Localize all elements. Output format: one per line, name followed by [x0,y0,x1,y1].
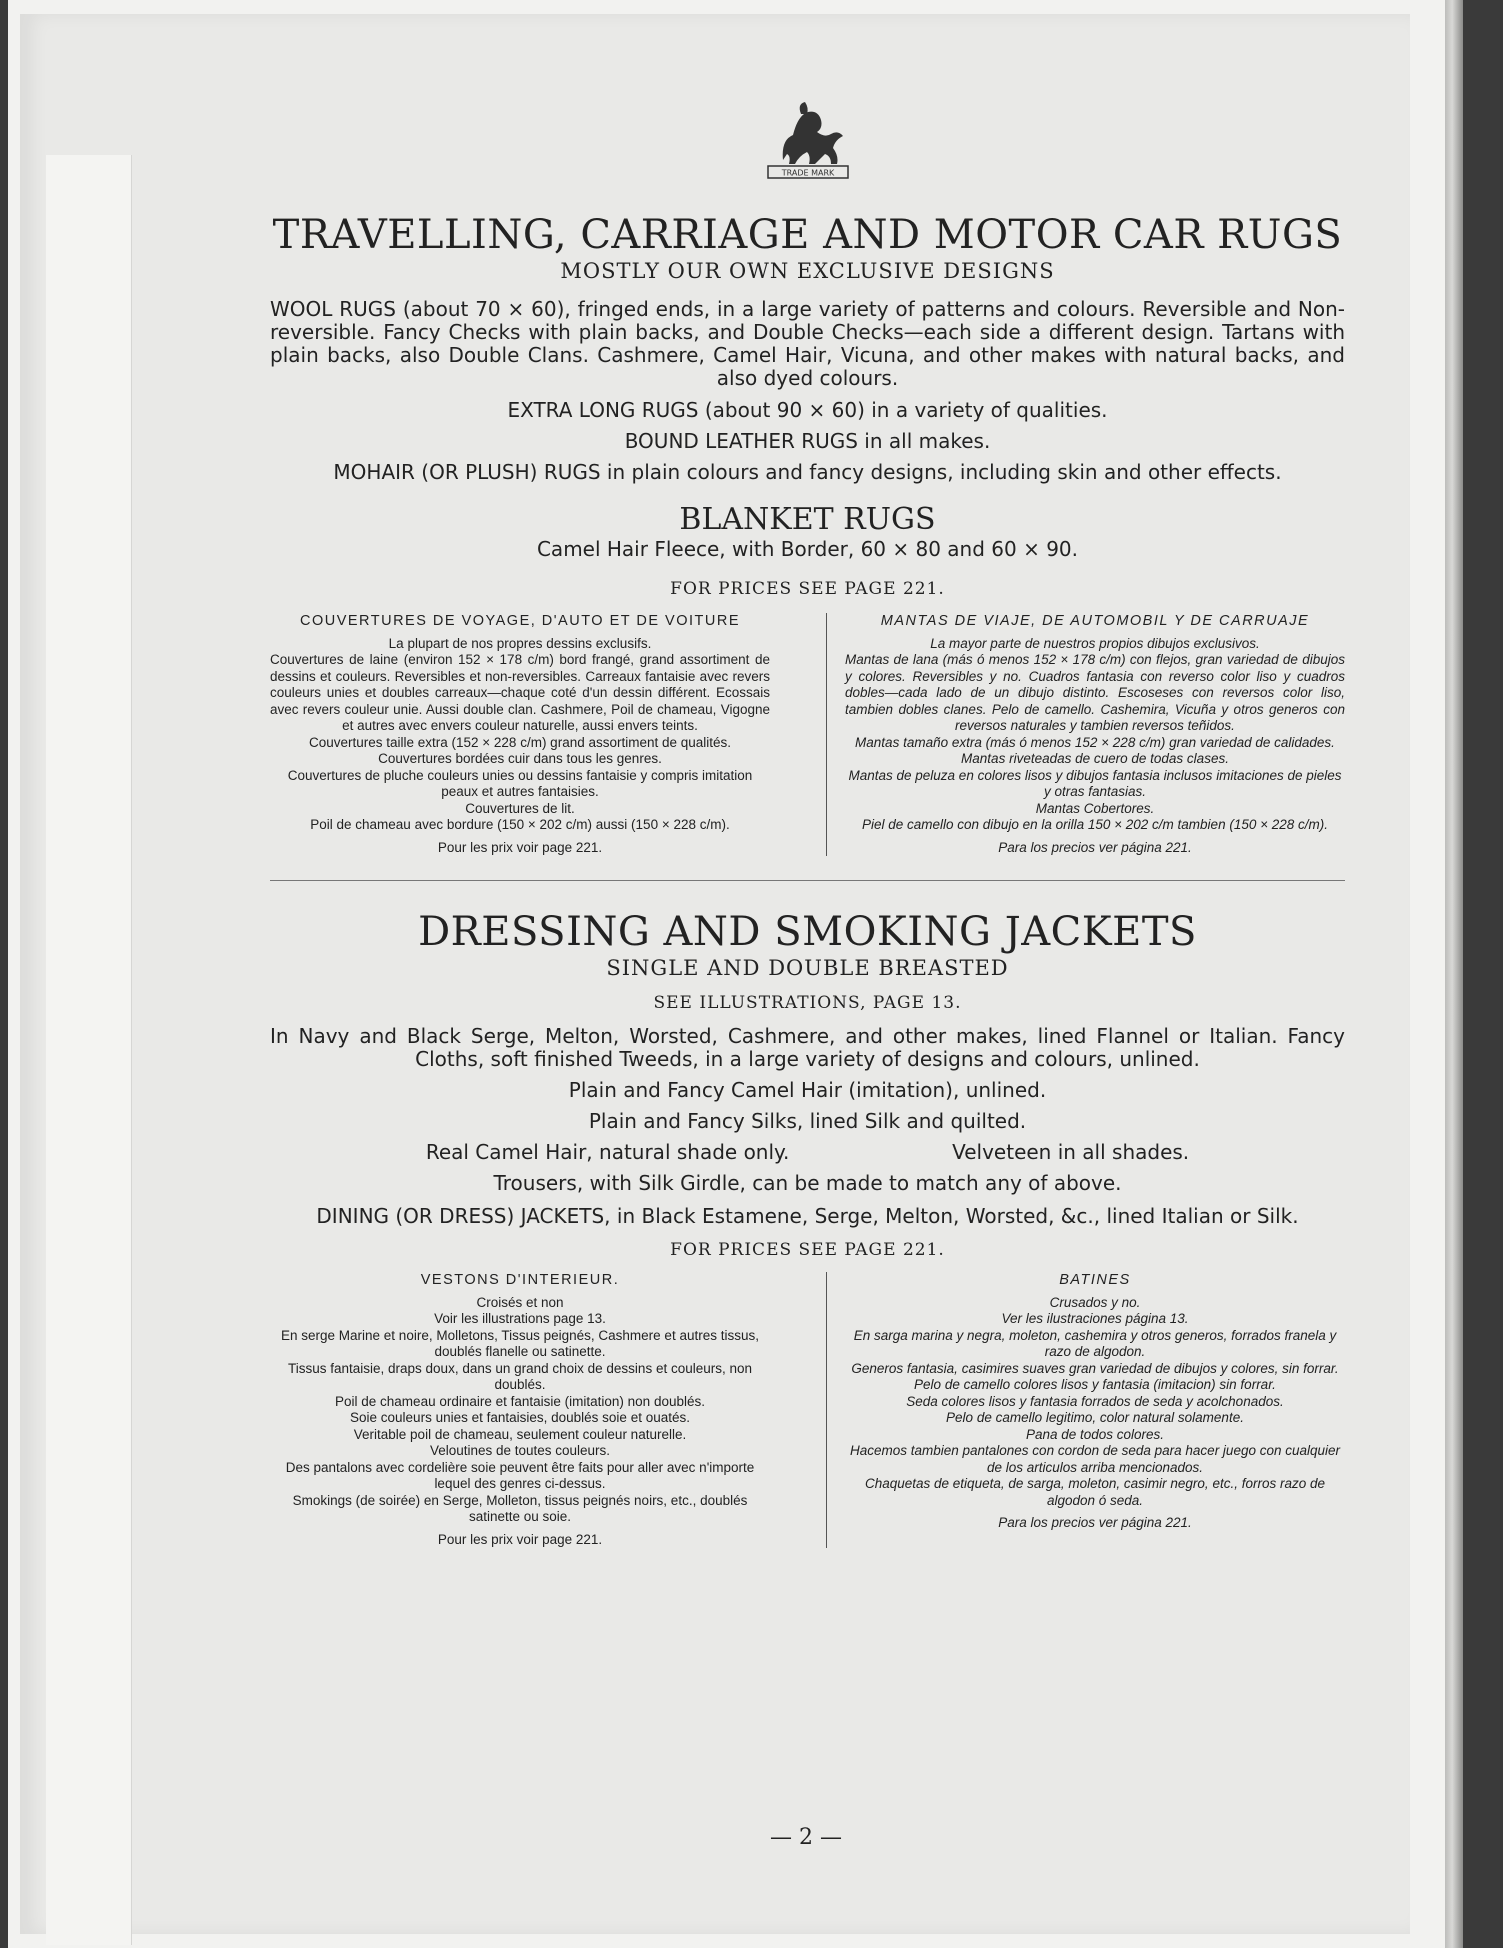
trademark-caption: TRADE MARK [781,168,834,178]
section2-translations [270,1272,1345,1548]
spanish-line: Piel de camello con dibujo en la orilla 150 × 202 c/m tambien (150 × 228 c/m). [861,817,1328,832]
french-line: Couvertures de pluche couleurs unies ou dessins fantaisie y compris imitation peaux et autres fantaisies. [287,767,753,799]
french-line: Croisés et non [476,1294,564,1310]
section1-prices: FOR PRICES SEE PAGE 221. [670,579,945,599]
section1-translations [270,613,1345,856]
section2-spanish-column [826,1272,1345,1548]
spanish-line: Pelo de camello colores lisos y fantasia (imitacion) sin forrar. [914,1377,1276,1392]
mohair-rugs-line: MOHAIR (OR PLUSH) RUGS in plain colours and fancy designs, including skin and other effects. [333,460,1282,484]
spanish-line: Hacemos tambien pantalones con cordon de seda para hacer juego con cualquier de los articulos arriba mencionados. [849,1443,1341,1475]
section2-french-column [270,1272,788,1548]
french-line: Pour les prix voir page 221. [437,1531,603,1547]
french-line: Pour les prix voir page 221. [437,839,603,855]
spanish-line: Mantas de peluza en colores lisos y dibujos fantasia inclusos imitaciones de pieles y otras fantasias. [848,767,1342,799]
french-line: Couvertures bordées cuir dans tous les genres. [378,751,662,766]
spanish-line: Ver les ilustraciones página 13. [1001,1311,1189,1326]
spanish-line: Pana de todos colores. [1025,1426,1165,1442]
blanket-rugs-title: BLANKET RUGS [679,502,936,537]
blanket-rugs-line: Camel Hair Fleece, with Border, 60 × 80 and 60 × 90. [536,537,1079,561]
spanish-line: Para los precios ver página 221. [998,839,1192,855]
trousers-line: Trousers, with Silk Girdle, can be made to match any of above. [493,1171,1122,1195]
section2-spanish-title: BATINES [1059,1272,1131,1288]
section1-title: TRAVELLING, CARRIAGE AND MOTOR CAR RUGS [272,212,1343,258]
leather-rugs-line: BOUND LEATHER RUGS in all makes. [624,429,991,453]
serge-paragraph: In Navy and Black Serge, Melton, Worsted, Cashmere, and other makes, lined Flannel or Italian. Fancy Cloths, soft finished Tweeds, in a large variety of designs and colours, unlined. [270,1024,1345,1071]
french-line: Voir les illustrations page 13. [434,1311,606,1326]
french-line: Couvertures taille extra (152 × 228 c/m) grand assortiment de qualités. [308,734,732,750]
spanish-line: Generos fantasia, casimires suaves gran variedad de dibujos y colores, sin forrar. [851,1360,1339,1376]
section1-french-column [270,613,788,856]
silks-line: Plain and Fancy Silks, lined Silk and quilted. [588,1109,1027,1133]
french-line: Poil de chameau ordinaire et fantaisie (imitation) non doublés. [335,1393,705,1409]
french-line: Poil de chameau avec bordure (150 × 202 c/m) aussi (150 × 228 c/m). [310,817,730,832]
spanish-line: Pelo de camello legitimo, color natural solamente. [946,1410,1244,1425]
spanish-line: Mantas Cobertores. [1035,800,1155,816]
french-line: Soie couleurs unies et fantaisies, doublés soie et ouatés. [350,1410,690,1425]
spanish-line: La mayor parte de nuestros propios dibujos exclusivos. [930,635,1260,651]
page-content [270,100,1345,1548]
wool-rugs-paragraph: WOOL RUGS (about 70 × 60), fringed ends, in a large variety of patterns and colours. Reversible and Non-reversible. Fancy Checks with plain backs, and Double Checks—each side a different design. Tartans with plain backs, also Double Clans. Cashmere, Camel Hair, Vicuna, and other makes with natural backs, and also dyed colours. [270,297,1345,390]
spanish-line: Mantas de lana (más ó menos 152 × 178 c/m) con flejos, gran variedad de dibujos y colores. Reversibles y no. Cuadros fantasia con reverso color liso y cuadros dobles—cada lado de un dibujo distinto. Escoseses con reversos color liso, tambien dobles clanes. Pelo de camello. Cashemira, Vicuña y otros generos con reversos naturales y tambien reversos teñidos. [845,652,1345,733]
real-camel-hair-text: Real Camel Hair, natural shade only. [425,1140,790,1164]
section1-french-title: COUVERTURES DE VOYAGE, D'AUTO ET DE VOITURE [299,613,741,629]
extra-long-rugs-line: EXTRA LONG RUGS (about 90 × 60) in a variety of qualities. [507,398,1108,422]
velveteen-text: Velveteen in all shades. [952,1140,1190,1164]
section2-illustrations: SEE ILLUSTRATIONS, PAGE 13. [653,993,962,1013]
french-line: Des pantalons avec cordelière soie peuvent être faits pour aller avec n'importe lequel des genres ci-dessus. [285,1459,755,1491]
section2-subtitle: SINGLE AND DOUBLE BREASTED [606,956,1009,980]
binding-edge [1445,0,1463,1948]
page-flap [46,155,132,1945]
section2-french-title: VESTONS D'INTERIEUR. [420,1272,620,1288]
french-line: Smokings (de soirée) en Serge, Molleton, tissus peignés noirs, etc., doublés satinette ou soie. [292,1492,748,1524]
spanish-line: Chaquetas de etiqueta, de sarga, moleton, casimir negro, etc., forros razo de algodon ó seda. [864,1476,1325,1508]
french-line: Couvertures de laine (environ 152 × 178 c/m) bord frangé, grand assortiment de dessins et couleurs. Reversibles et non-reversibles. Carreaux fantaisie avec revers couleurs unies et doubles carreaux—chaque coté d'un dessin différent. Ecossais avec revers couleur unie. Aussi double clan. Cashmere, Poil de chameau, Vigogne et autres avec envers couleur naturelle, aussi envers teints. [270,652,770,733]
spanish-line: Mantas riveteadas de cuero de todas clases. [961,751,1229,766]
section2-title: DRESSING AND SMOKING JACKETS [418,909,1197,955]
section2-prices: FOR PRICES SEE PAGE 221. [670,1240,945,1260]
spanish-line: Para los precios ver página 221. [998,1515,1192,1530]
french-line: La plupart de nos propres dessins exclusifs. [388,635,652,651]
section1-spanish-column [826,613,1345,856]
section1-spanish-title: MANTAS DE VIAJE, DE AUTOMOBIL Y DE CARRUAJE [880,613,1310,629]
spanish-line: Seda colores lisos y fantasia forrados de seda y acolchonados. [906,1393,1284,1409]
french-line: Tissus fantaisie, draps doux, dans un grand choix de dessins et couleurs, non doublés. [287,1360,753,1392]
section1-subtitle: MOSTLY OUR OWN EXCLUSIVE DESIGNS [560,259,1055,283]
real-camel-velveteen-line [270,1141,1345,1164]
french-line: En serge Marine et noire, Molletons, Tissus peignés, Cashmere et autres tissus, doublés flanelle ou satinette. [281,1327,759,1359]
section-divider [270,880,1345,881]
dining-jackets-line: DINING (OR DRESS) JACKETS, in Black Estamene, Serge, Melton, Worsted, &c., lined Italian or Silk. [316,1204,1299,1228]
french-line: Veloutines de toutes couleurs. [429,1443,611,1458]
spanish-line: Crusados y no. [1049,1294,1141,1310]
camel-hair-line: Plain and Fancy Camel Hair (imitation), unlined. [568,1078,1047,1102]
french-line: Veritable poil de chameau, seulement couleur naturelle. [353,1426,687,1442]
spanish-line: Mantas tamaño extra (más ó menos 152 × 228 c/m) gran variedad de calidades. [855,734,1335,750]
spanish-line: En sarga marina y negra, moleton, cashemira y otros generos, forrados franela y razo de algodon. [853,1327,1337,1359]
french-line: Couvertures de lit. [465,800,575,816]
page-number: — 2 — [770,1825,842,1850]
lion-trademark-icon [753,100,863,190]
